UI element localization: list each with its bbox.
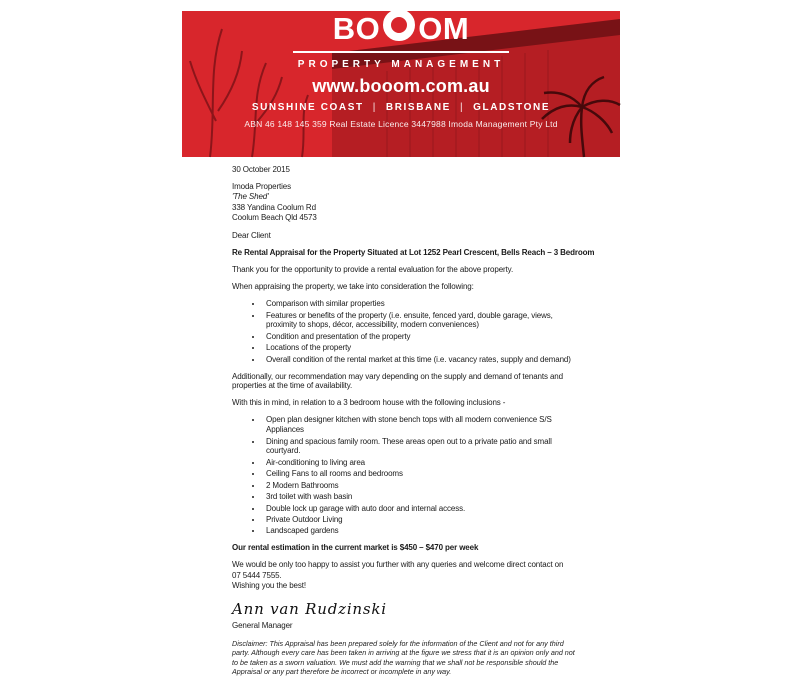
recipient-name: Imoda Properties — [232, 181, 291, 191]
salutation: Dear Client — [232, 231, 271, 241]
list-item: • Landscaped gardens — [263, 526, 578, 536]
list-item: • Open plan designer kitchen with stone bench tops with all modern convenience S/S Appliances — [263, 415, 578, 435]
inclusions-intro: With this in mind, in relation to a 3 bedroom house with the following inclusions - — [232, 398, 506, 408]
recipient-address — [232, 182, 578, 224]
letter-date: 30 October 2015 — [232, 165, 290, 174]
considerations-list — [232, 299, 578, 364]
closing-line: We would be only too happy to assist you further with any queries and welcome direct contact on — [232, 560, 564, 570]
subject-line: Re Rental Appraisal for the Property Situated at Lot 1252 Pearl Crescent, Bells Reach – 3 Bedroom — [232, 248, 595, 258]
booom-logo — [182, 11, 620, 45]
location-gladstone: GLADSTONE — [473, 102, 551, 113]
list-item: • Overall condition of the rental market at this time (i.e. vacancy rates, supply and demand) — [263, 355, 578, 365]
logo-divider — [293, 51, 509, 53]
list-item: • Comparison with similar properties — [263, 299, 578, 309]
list-item: • 3rd toilet with wash basin — [263, 492, 578, 502]
location-separator: | — [459, 102, 465, 113]
recipient-building: 'The Shed' — [232, 192, 269, 202]
letterhead — [182, 11, 620, 157]
rental-estimation: Our rental estimation in the current market is $450 – $470 per week — [232, 543, 479, 553]
closing-paragraph — [232, 560, 578, 591]
list-item: • Condition and presentation of the property — [263, 332, 578, 342]
disclaimer-text: Disclaimer: This Appraisal has been prepared solely for the information of the Client and not for any third party. Although every care has been taken in arriving at the figure we stress that it is an opinion only and not to be taken as a sworn valuation. We must add the warning that we shall not be responsible should the Appraisal or any part therefore be incorrect or incomplete in any way. — [232, 638, 575, 677]
locations-bar — [182, 102, 620, 113]
logo-tagline: PROPERTY MANAGEMENT — [297, 59, 505, 70]
website-url: www.booom.com.au — [312, 76, 490, 96]
intro-paragraph: Thank you for the opportunity to provide a rental evaluation for the above property. — [232, 265, 514, 275]
list-item: • Air-conditioning to living area — [263, 458, 578, 468]
logo-text-left: BO — [332, 10, 381, 46]
list-item: • Locations of the property — [263, 343, 578, 353]
list-item: • Features or benefits of the property (i.e. ensuite, fenced yard, double garage, views, proximity to shops, décor, accessibility, modern conveniences) — [263, 311, 578, 331]
recipient-street: 338 Yandina Coolum Rd — [232, 202, 316, 212]
closing-line: Wishing you the best! — [232, 580, 306, 590]
inclusions-list — [232, 415, 578, 536]
logo-o-ring-icon — [383, 9, 415, 41]
list-item: • Ceiling Fans to all rooms and bedrooms — [263, 469, 578, 479]
additional-note: Additionally, our recommendation may vary depending on the supply and demand of tenants and properties at the time of availability. — [232, 371, 563, 391]
abn-licence-line: ABN 46 148 145 359 Real Estate Licence 3447988 Imoda Management Pty Ltd — [244, 119, 558, 129]
logo-text-right: OM — [418, 10, 470, 46]
letter-document — [182, 0, 620, 677]
location-separator: | — [372, 102, 377, 113]
list-item: • Private Outdoor Living — [263, 515, 578, 525]
list-item: • Dining and spacious family room. These areas open out to a private patio and small courtyard. — [263, 437, 578, 457]
signatory-title: General Manager — [232, 620, 293, 630]
location-brisbane: BRISBANE — [385, 102, 451, 113]
recipient-suburb: Coolum Beach Qld 4573 — [232, 213, 317, 223]
considerations-intro: When appraising the property, we take into consideration the following: — [232, 282, 474, 292]
letter-body — [182, 157, 620, 677]
location-sunshine-coast: SUNSHINE COAST — [251, 102, 364, 113]
list-item: • 2 Modern Bathrooms — [263, 481, 578, 491]
list-item: • Double lock up garage with auto door and internal access. — [263, 504, 578, 514]
phone-number: 07 5444 7555. — [232, 570, 282, 580]
signature-script: Ann van Rudzinski — [232, 600, 387, 619]
